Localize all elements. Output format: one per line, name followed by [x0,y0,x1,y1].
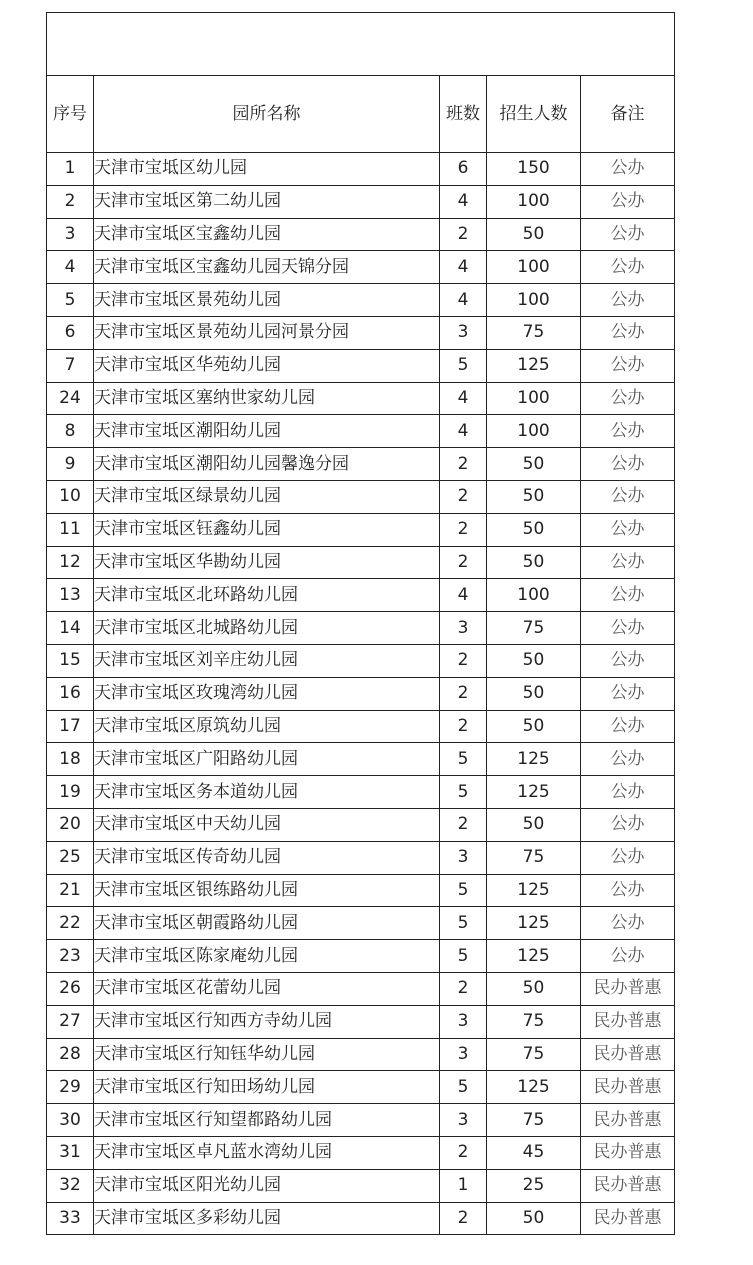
cell-no: 4 [47,251,94,284]
cell-note: 公办 [581,382,675,415]
cell-enrollment: 50 [487,448,581,481]
cell-note: 公办 [581,218,675,251]
table-row [47,480,675,513]
cell-name: 天津市宝坻区华勘幼儿园 [94,546,440,579]
cell-no: 5 [47,284,94,317]
table-row [47,579,675,612]
cell-classes: 2 [440,448,487,481]
cell-name: 天津市宝坻区广阳路幼儿园 [94,743,440,776]
cell-no: 3 [47,218,94,251]
cell-note: 民办普惠 [581,1202,675,1235]
cell-note: 民办普惠 [581,1104,675,1137]
cell-enrollment: 50 [487,710,581,743]
cell-no: 1 [47,153,94,186]
cell-note: 公办 [581,743,675,776]
cell-enrollment: 125 [487,940,581,973]
cell-enrollment: 75 [487,1005,581,1038]
cell-name: 天津市宝坻区潮阳幼儿园馨逸分园 [94,448,440,481]
cell-enrollment: 75 [487,1104,581,1137]
cell-name: 天津市宝坻区钰鑫幼儿园 [94,513,440,546]
cell-name: 天津市宝坻区多彩幼儿园 [94,1202,440,1235]
table-row [47,448,675,481]
cell-enrollment: 50 [487,546,581,579]
table-row [47,1136,675,1169]
cell-note: 公办 [581,776,675,809]
cell-name: 天津市宝坻区潮阳幼儿园 [94,415,440,448]
table-row [47,1038,675,1071]
cell-note: 公办 [581,415,675,448]
cell-name: 天津市宝坻区行知田场幼儿园 [94,1071,440,1104]
cell-note: 公办 [581,677,675,710]
table-row [47,1169,675,1202]
cell-enrollment: 25 [487,1169,581,1202]
cell-classes: 2 [440,1136,487,1169]
cell-name: 天津市宝坻区幼儿园 [94,153,440,186]
cell-name: 天津市宝坻区阳光幼儿园 [94,1169,440,1202]
cell-no: 11 [47,513,94,546]
table-row [47,1005,675,1038]
cell-note: 公办 [581,546,675,579]
cell-enrollment: 50 [487,218,581,251]
cell-note: 公办 [581,513,675,546]
table-row [47,808,675,841]
cell-name: 天津市宝坻区华苑幼儿园 [94,349,440,382]
cell-note: 民办普惠 [581,1169,675,1202]
table-row [47,710,675,743]
table-row [47,972,675,1005]
cell-note: 民办普惠 [581,1071,675,1104]
table-row [47,185,675,218]
cell-no: 26 [47,972,94,1005]
cell-name: 天津市宝坻区花蕾幼儿园 [94,972,440,1005]
cell-note: 民办普惠 [581,1005,675,1038]
cell-no: 22 [47,907,94,940]
cell-note: 公办 [581,185,675,218]
cell-name: 天津市宝坻区行知西方寺幼儿园 [94,1005,440,1038]
cell-no: 19 [47,776,94,809]
cell-no: 29 [47,1071,94,1104]
header-classes: 班数 [440,76,487,153]
cell-no: 31 [47,1136,94,1169]
cell-name: 天津市宝坻区银练路幼儿园 [94,874,440,907]
cell-classes: 4 [440,185,487,218]
table-row [47,415,675,448]
cell-enrollment: 50 [487,513,581,546]
cell-enrollment: 75 [487,612,581,645]
cell-name: 天津市宝坻区北环路幼儿园 [94,579,440,612]
table-title [47,13,675,76]
cell-classes: 3 [440,612,487,645]
table-row [47,1104,675,1137]
table-row [47,546,675,579]
cell-classes: 4 [440,251,487,284]
cell-enrollment: 50 [487,808,581,841]
cell-classes: 3 [440,1005,487,1038]
cell-note: 公办 [581,349,675,382]
cell-note: 公办 [581,874,675,907]
table-row [47,218,675,251]
cell-name: 天津市宝坻区原筑幼儿园 [94,710,440,743]
cell-name: 天津市宝坻区宝鑫幼儿园天锦分园 [94,251,440,284]
cell-name: 天津市宝坻区宝鑫幼儿园 [94,218,440,251]
cell-note: 公办 [581,644,675,677]
cell-enrollment: 50 [487,677,581,710]
cell-name: 天津市宝坻区朝霞路幼儿园 [94,907,440,940]
cell-enrollment: 100 [487,579,581,612]
cell-classes: 2 [440,710,487,743]
cell-enrollment: 50 [487,480,581,513]
header-row [47,76,675,153]
cell-no: 15 [47,644,94,677]
cell-note: 公办 [581,940,675,973]
cell-note: 民办普惠 [581,972,675,1005]
cell-no: 25 [47,841,94,874]
cell-classes: 1 [440,1169,487,1202]
cell-enrollment: 50 [487,1202,581,1235]
cell-name: 天津市宝坻区陈家庵幼儿园 [94,940,440,973]
table-row [47,153,675,186]
cell-no: 18 [47,743,94,776]
cell-classes: 4 [440,284,487,317]
header-name: 园所名称 [94,76,440,153]
table-row [47,382,675,415]
cell-classes: 5 [440,874,487,907]
cell-name: 天津市宝坻区第二幼儿园 [94,185,440,218]
cell-classes: 2 [440,480,487,513]
cell-no: 23 [47,940,94,973]
table-row [47,1202,675,1235]
cell-classes: 5 [440,940,487,973]
cell-name: 天津市宝坻区务本道幼儿园 [94,776,440,809]
cell-classes: 2 [440,1202,487,1235]
cell-enrollment: 125 [487,743,581,776]
cell-no: 20 [47,808,94,841]
table-row [47,349,675,382]
cell-note: 公办 [581,448,675,481]
cell-name: 天津市宝坻区传奇幼儿园 [94,841,440,874]
cell-classes: 2 [440,644,487,677]
cell-enrollment: 75 [487,1038,581,1071]
cell-note: 公办 [581,808,675,841]
cell-enrollment: 125 [487,349,581,382]
cell-note: 民办普惠 [581,1038,675,1071]
cell-classes: 3 [440,1104,487,1137]
cell-no: 10 [47,480,94,513]
enrollment-table [46,12,675,1235]
cell-no: 14 [47,612,94,645]
cell-enrollment: 50 [487,972,581,1005]
cell-enrollment: 100 [487,284,581,317]
cell-name: 天津市宝坻区景苑幼儿园 [94,284,440,317]
table-row [47,612,675,645]
cell-classes: 5 [440,1071,487,1104]
cell-name: 天津市宝坻区玫瑰湾幼儿园 [94,677,440,710]
cell-no: 9 [47,448,94,481]
table-row [47,644,675,677]
cell-no: 32 [47,1169,94,1202]
cell-classes: 2 [440,218,487,251]
cell-name: 天津市宝坻区塞纳世家幼儿园 [94,382,440,415]
table-row [47,677,675,710]
cell-name: 天津市宝坻区绿景幼儿园 [94,480,440,513]
title-row [47,13,675,76]
cell-no: 33 [47,1202,94,1235]
cell-no: 17 [47,710,94,743]
cell-classes: 2 [440,677,487,710]
cell-note: 民办普惠 [581,1136,675,1169]
cell-enrollment: 100 [487,251,581,284]
cell-name: 天津市宝坻区北城路幼儿园 [94,612,440,645]
cell-classes: 4 [440,415,487,448]
cell-note: 公办 [581,612,675,645]
cell-classes: 5 [440,776,487,809]
table-row [47,284,675,317]
cell-enrollment: 50 [487,644,581,677]
table-row [47,316,675,349]
cell-no: 28 [47,1038,94,1071]
cell-enrollment: 100 [487,185,581,218]
cell-enrollment: 125 [487,907,581,940]
cell-no: 6 [47,316,94,349]
cell-classes: 2 [440,972,487,1005]
table-row [47,907,675,940]
cell-enrollment: 75 [487,316,581,349]
header-enrollment: 招生人数 [487,76,581,153]
cell-enrollment: 125 [487,874,581,907]
table-row [47,940,675,973]
table-row [47,743,675,776]
cell-note: 公办 [581,284,675,317]
cell-name: 天津市宝坻区中天幼儿园 [94,808,440,841]
cell-note: 公办 [581,480,675,513]
cell-note: 公办 [581,153,675,186]
cell-note: 公办 [581,907,675,940]
cell-note: 公办 [581,251,675,284]
cell-name: 天津市宝坻区行知钰华幼儿园 [94,1038,440,1071]
cell-classes: 2 [440,546,487,579]
cell-note: 公办 [581,579,675,612]
cell-classes: 5 [440,349,487,382]
cell-no: 13 [47,579,94,612]
cell-enrollment: 100 [487,382,581,415]
cell-enrollment: 150 [487,153,581,186]
cell-classes: 3 [440,1038,487,1071]
cell-classes: 2 [440,808,487,841]
cell-no: 16 [47,677,94,710]
cell-classes: 3 [440,316,487,349]
cell-name: 天津市宝坻区景苑幼儿园河景分园 [94,316,440,349]
header-no: 序号 [47,76,94,153]
cell-enrollment: 125 [487,1071,581,1104]
table-row [47,776,675,809]
cell-enrollment: 45 [487,1136,581,1169]
cell-classes: 4 [440,579,487,612]
cell-classes: 5 [440,743,487,776]
cell-no: 8 [47,415,94,448]
cell-classes: 5 [440,907,487,940]
cell-enrollment: 125 [487,776,581,809]
cell-no: 30 [47,1104,94,1137]
table-row [47,841,675,874]
table-row [47,251,675,284]
cell-note: 公办 [581,316,675,349]
cell-name: 天津市宝坻区卓凡蓝水湾幼儿园 [94,1136,440,1169]
cell-note: 公办 [581,710,675,743]
cell-no: 24 [47,382,94,415]
table-row [47,874,675,907]
cell-name: 天津市宝坻区行知望都路幼儿园 [94,1104,440,1137]
table-row [47,513,675,546]
cell-note: 公办 [581,841,675,874]
table-row [47,1071,675,1104]
cell-classes: 3 [440,841,487,874]
cell-classes: 6 [440,153,487,186]
cell-classes: 4 [440,382,487,415]
header-note: 备注 [581,76,675,153]
cell-enrollment: 75 [487,841,581,874]
cell-enrollment: 100 [487,415,581,448]
cell-no: 12 [47,546,94,579]
cell-no: 27 [47,1005,94,1038]
cell-no: 21 [47,874,94,907]
cell-name: 天津市宝坻区刘辛庄幼儿园 [94,644,440,677]
cell-classes: 2 [440,513,487,546]
cell-no: 7 [47,349,94,382]
cell-no: 2 [47,185,94,218]
